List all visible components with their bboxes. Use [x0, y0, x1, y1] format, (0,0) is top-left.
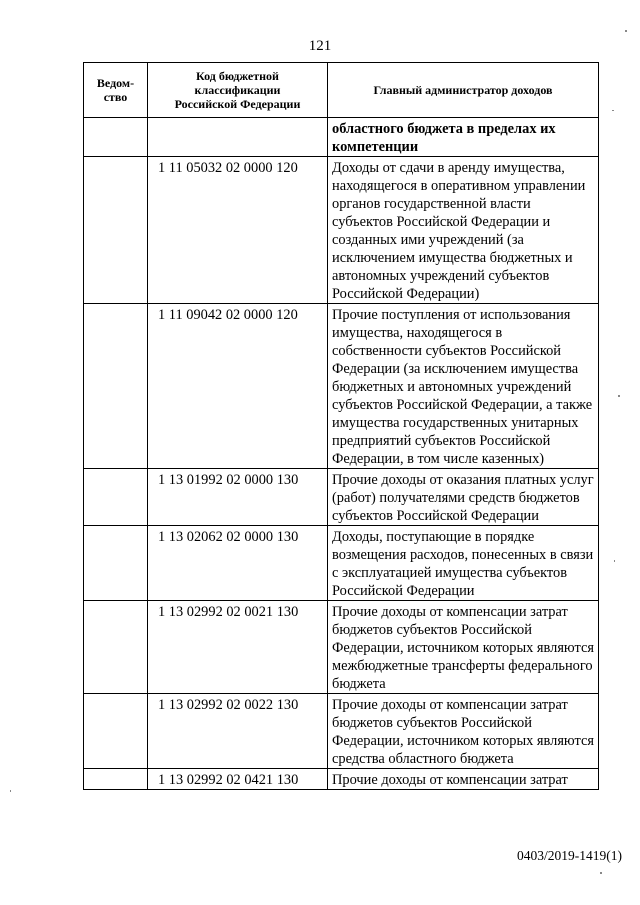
cell-department [84, 157, 148, 304]
budget-classification-table [83, 62, 599, 790]
header-department: Ведом- ство [84, 63, 148, 118]
document-footer-code: 0403/2019-1419(1) [517, 848, 622, 863]
cell-code: 1 11 05032 02 0000 120 [148, 157, 328, 304]
cell-department [84, 769, 148, 790]
cell-department [84, 118, 148, 157]
cell-description: Прочие доходы от компенсации затрат бюджетов субъектов Российской Федерации, источником которых являются средства областного бюджета [328, 694, 599, 769]
scan-speck [612, 110, 614, 111]
cell-code: 1 13 02992 02 0022 130 [148, 694, 328, 769]
scan-speck [600, 872, 602, 874]
cell-code: 1 13 01992 02 0000 130 [148, 469, 328, 526]
table-row-continuation [84, 118, 599, 157]
scan-speck [614, 560, 615, 562]
cell-description: Прочие доходы от компенсации затрат [328, 769, 599, 790]
table-row [84, 304, 599, 469]
cell-code: 1 13 02992 02 0021 130 [148, 601, 328, 694]
table-row [84, 769, 599, 790]
table-header-row [84, 63, 599, 118]
cell-description: Доходы, поступающие в порядке возмещения расходов, понесенных в связи с эксплуатацией имущества субъектов Российской Федерации [328, 526, 599, 601]
cell-code: 1 13 02062 02 0000 130 [148, 526, 328, 601]
page-number: 121 [308, 38, 332, 54]
table-row [84, 526, 599, 601]
header-code: Код бюджетной классификации Российской Федерации [148, 63, 328, 118]
cell-description: Доходы от сдачи в аренду имущества, находящегося в оперативном управлении органов государственной власти субъектов Российской Федерации и созданных ими учреждений (за исключением имущества бюджетных и автономных учреждений субъектов Российской Федерации) [328, 157, 599, 304]
scan-speck [625, 30, 627, 32]
cell-code [148, 118, 328, 157]
cell-department [84, 304, 148, 469]
scan-speck [10, 790, 11, 792]
cell-description: Прочие доходы от оказания платных услуг (работ) получателями средств бюджетов субъектов Российской Федерации [328, 469, 599, 526]
cell-description: Прочие поступления от использования имущества, находящегося в собственности субъектов Российской Федерации (за исключением имущества бюджетных и автономных учреждений субъектов Российской Федерации, а также имущества государственных унитарных предприятий субъектов Российской Федерации, в том числе казенных) [328, 304, 599, 469]
cell-code: 1 13 02992 02 0421 130 [148, 769, 328, 790]
cell-department [84, 469, 148, 526]
cell-department [84, 526, 148, 601]
cell-description: областного бюджета в пределах их компетенции [328, 118, 599, 157]
table-row [84, 694, 599, 769]
table-row [84, 601, 599, 694]
header-administrator: Главный администратор доходов [328, 63, 599, 118]
scan-speck [618, 395, 620, 397]
cell-description: Прочие доходы от компенсации затрат бюджетов субъектов Российской Федерации, источником которых являются межбюджетные трансферты федерального бюджета [328, 601, 599, 694]
cell-department [84, 601, 148, 694]
cell-department [84, 694, 148, 769]
table-row [84, 469, 599, 526]
table-row [84, 157, 599, 304]
cell-code: 1 11 09042 02 0000 120 [148, 304, 328, 469]
